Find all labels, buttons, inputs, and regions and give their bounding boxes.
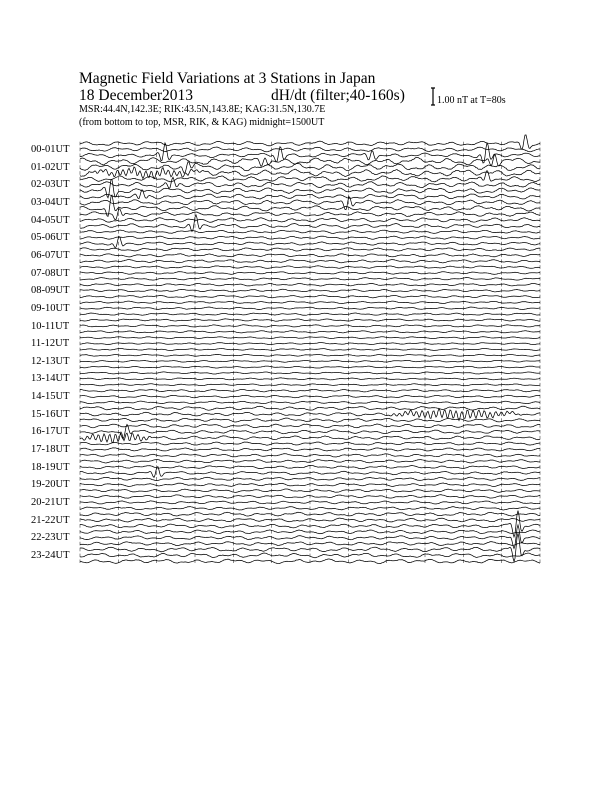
chart-title: Magnetic Field Variations at 3 Stations in Japan: [79, 70, 376, 87]
hour-label-07-08UT: 07-08UT: [31, 267, 70, 279]
hour-label-09-10UT: 09-10UT: [31, 302, 70, 314]
station-order-info: (from bottom to top, MSR, RIK, & KAG) midnight=1500UT: [79, 117, 325, 128]
chart-date: 18 December2013: [79, 87, 194, 104]
hour-label-05-06UT: 05-06UT: [31, 232, 70, 244]
hour-label-19-20UT: 19-20UT: [31, 479, 70, 491]
trace-MSR-16-17UT: [80, 432, 540, 443]
minute-ticks: [80, 271, 540, 275]
minute-ticks: [80, 148, 540, 152]
hour-label-23-24UT: 23-24UT: [31, 549, 70, 561]
minute-ticks: [80, 330, 540, 334]
date-line: [79, 87, 405, 105]
hour-label-00-01UT: 00-01UT: [31, 144, 70, 155]
hour-label-12-13UT: 12-13UT: [31, 355, 70, 367]
minute-ticks: [80, 195, 540, 199]
hour-label-10-11UT: 10-11UT: [31, 320, 70, 332]
hour-label-20-21UT: 20-21UT: [31, 497, 70, 508]
hour-label-08-09UT: 08-09UT: [31, 285, 70, 297]
hour-label-13-14UT: 13-14UT: [31, 373, 70, 385]
minute-ticks: [80, 254, 540, 258]
hour-label-15-16UT: 15-16UT: [31, 408, 70, 420]
hour-label-02-03UT: 02-03UT: [31, 179, 70, 191]
hour-label-04-05UT: 04-05UT: [31, 214, 70, 226]
hour-label-17-18UT: 17-18UT: [31, 444, 70, 456]
minute-ticks: [80, 554, 540, 558]
trace-MSR-04-05UT: [80, 215, 540, 232]
hour-label-06-07UT: 06-07UT: [31, 249, 70, 261]
chart-quantity: dH/dt (filter;40-160s): [271, 87, 405, 104]
hour-label-14-15UT: 14-15UT: [31, 391, 70, 403]
minute-ticks: [80, 406, 540, 410]
minute-ticks: [80, 206, 540, 210]
minute-ticks: [80, 230, 540, 234]
hour-label-22-23UT: 22-23UT: [31, 532, 70, 544]
hour-label-11-12UT: 11-12UT: [31, 338, 70, 350]
minute-ticks: [80, 301, 540, 305]
hour-label-21-22UT: 21-22UT: [31, 514, 70, 526]
stations-info: MSR:44.4N,142.3E; RIK:43.5N,143.8E; KAG:31.5N,130.7E: [79, 104, 326, 115]
hour-label-16-17UT: 16-17UT: [31, 426, 70, 438]
hour-label-01-02UT: 01-02UT: [31, 161, 70, 173]
scale-bar: [431, 88, 435, 105]
scale-bar-label: 1.00 nT at T=80s: [437, 95, 506, 106]
hour-label-18-19UT: 18-19UT: [31, 461, 70, 473]
hour-label-03-04UT: 03-04UT: [31, 196, 70, 208]
